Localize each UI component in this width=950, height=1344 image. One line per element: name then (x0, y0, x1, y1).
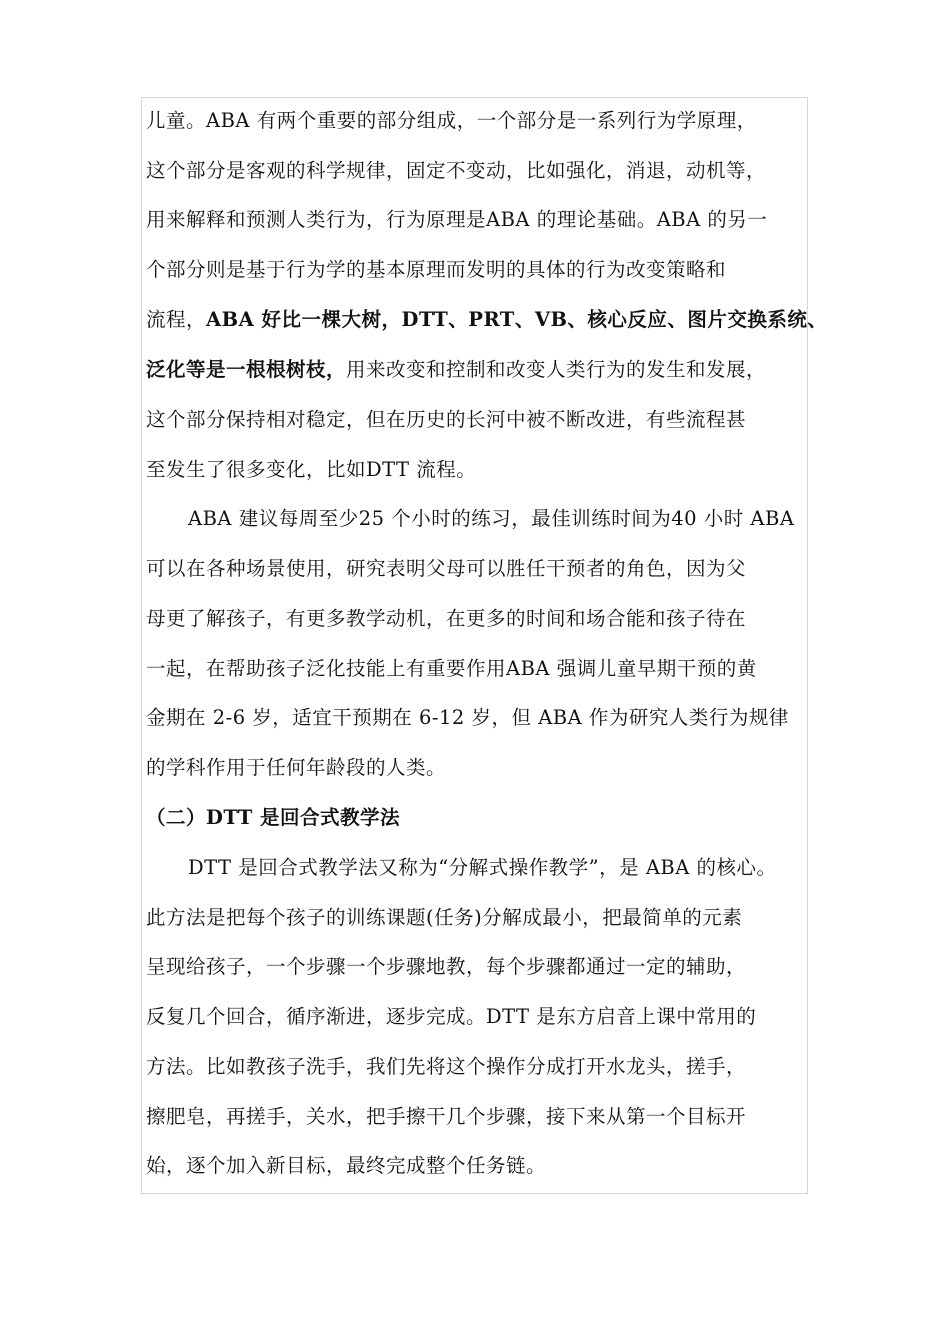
text-line: 至发生了很多变化，比如DTT 流程。 (146, 458, 477, 481)
text-line: 金期在 2-6 岁，适宜干预期在 6-12 岁，但 ABA 作为研究人类行为规律 (146, 706, 789, 729)
text-line: 这个部分是客观的科学规律，固定不变动，比如强化，消退，动机等， (146, 159, 767, 182)
text-bold: 泛化等是一根根树枝， (146, 358, 347, 381)
text-line: 始，逐个加入新目标，最终完成整个任务链。 (146, 1154, 547, 1177)
text-line: 的学科作用于任何年龄段的人类。 (146, 756, 447, 779)
text-line: DTT 是回合式教学法又称为“分解式操作教学”，是 ABA 的核心。 (188, 856, 777, 879)
text-line: 反复几个回合，循序渐进，逐步完成。DTT 是东方启音上课中常用的 (146, 1005, 757, 1028)
text-line: 用来解释和预测人类行为，行为原理是ABA 的理论基础。ABA 的另一 (146, 208, 768, 231)
text-line: ABA 建议每周至少25 个小时的练习，最佳训练时间为40 小时 ABA (188, 507, 795, 530)
text-line (146, 357, 766, 383)
text-normal: 用来改变和控制和改变人类行为的发生和发展， (346, 358, 767, 381)
text-line: 这个部分保持相对稳定，但在历史的长河中被不断改进，有些流程甚 (146, 408, 747, 431)
text-line: 一起，在帮助孩子泛化技能上有重要作用ABA 强调儿童早期干预的黄 (146, 657, 757, 680)
text-line: 儿童。ABA 有两个重要的部分组成，一个部分是一系列行为学原理， (146, 109, 757, 132)
text-line: 母更了解孩子，有更多教学动机，在更多的时间和场合能和孩子待在 (146, 607, 747, 630)
text-line (146, 307, 827, 333)
text-normal: 流程， (146, 308, 207, 331)
section-heading: （二）DTT 是回合式教学法 (146, 806, 401, 829)
text-line: 可以在各种场景使用，研究表明父母可以胜任干预者的角色，因为父 (146, 557, 747, 580)
text-line: 呈现给孩子，一个步骤一个步骤地教，每个步骤都通过一定的辅助， (146, 955, 747, 978)
text-line: 擦肥皂，再搓手，关水，把手擦干几个步骤，接下来从第一个目标开 (146, 1105, 747, 1128)
text-bold: ABA 好比一棵大树，DTT、PRT、VB、核心反应、图片交换系统、 (206, 308, 828, 331)
text-line: 方法。比如教孩子洗手，我们先将这个操作分成打开水龙头，搓手， (146, 1055, 747, 1078)
text-line: 此方法是把每个孩子的训练课题(任务)分解成最小，把最简单的元素 (146, 906, 743, 929)
text-line: 个部分则是基于行为学的基本原理而发明的具体的行为改变策略和 (146, 258, 727, 281)
